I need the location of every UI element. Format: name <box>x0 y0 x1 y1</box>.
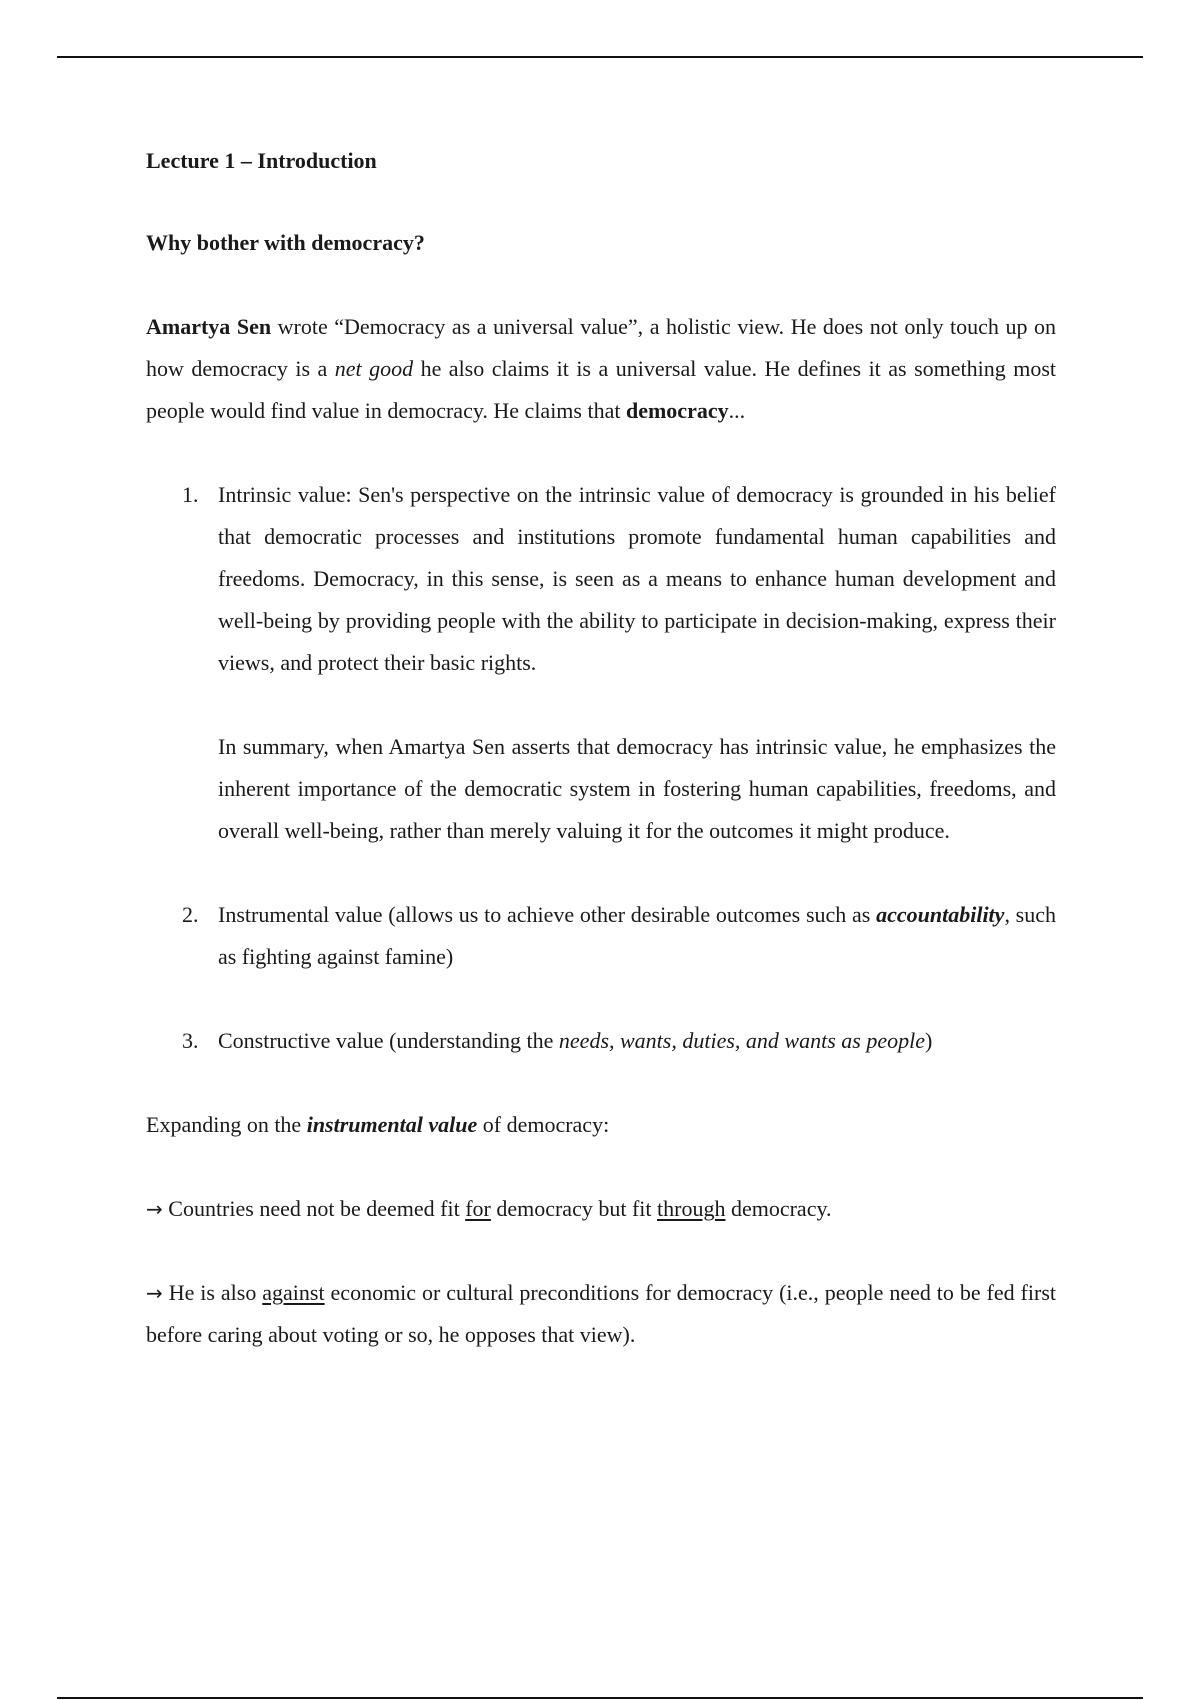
intrinsic-summary: In summary, when Amartya Sen asserts that democracy has intrinsic value, he emphasizes the inherent importance of the democratic system in fostering human capabilities, freedoms, and overall well-being, rather than merely valuing it for the outcomes it might produce. <box>218 734 1056 843</box>
instrumental-value-emphasis: instrumental value <box>306 1112 478 1137</box>
list-number: 1. <box>182 482 199 507</box>
section-heading: Why bother with democracy? <box>146 230 425 255</box>
document-page <box>146 130 1056 1356</box>
intrinsic-value-text: Intrinsic value: Sen's perspective on the intrinsic value of democracy is grounded in his belief that democratic processes and institutions promote fundamental human capabilities and freedoms. Democracy, in this sense, is seen as a means to enhance human development and well-being by providing people with the ability to participate in decision-making, express their views, and protect their basic rights. <box>218 482 1056 675</box>
underline-for: for <box>465 1196 491 1221</box>
accountability-emphasis: accountability <box>876 902 1005 927</box>
header-rule <box>57 56 1143 58</box>
author-name: Amartya Sen <box>146 314 272 339</box>
list-number: 2. <box>182 902 199 927</box>
expanding-paragraph: Expanding on the instrumental value of democracy: <box>146 1112 610 1137</box>
list-item-constructive: 3. Constructive value (understanding the needs, wants, duties, and wants as people) <box>146 1020 1056 1062</box>
footer-rule <box>57 1697 1143 1699</box>
needs-emphasis: needs, wants, duties, and wants as people <box>558 1028 925 1053</box>
underline-against: against <box>262 1280 325 1305</box>
arrow-icon: → <box>146 1281 163 1305</box>
arrow-point-1: → Countries need not be deemed fit for democracy but fit through democracy. <box>146 1196 832 1221</box>
list-item-intrinsic <box>146 474 1056 852</box>
democracy-emphasis: democracy <box>625 398 729 423</box>
net-good-emphasis: net good <box>334 356 414 381</box>
underline-through: through <box>657 1196 726 1221</box>
values-list <box>146 474 1056 1062</box>
lecture-title: Lecture 1 – Introduction <box>146 148 377 173</box>
arrow-point-2: → He is also against economic or cultural preconditions for democracy (i.e., people need to be fed first before caring about voting or so, he opposes that view). <box>146 1280 1056 1347</box>
arrow-icon: → <box>146 1197 163 1221</box>
intro-paragraph: Amartya Sen wrote “Democracy as a universal value”, a holistic view. He does not only touch up on how democracy is a net good he also claims it is a universal value. He defines it as something most people would find value in democracy. He claims that democracy... <box>146 314 1056 423</box>
list-number: 3. <box>182 1028 199 1053</box>
list-item-instrumental: 2. Instrumental value (allows us to achieve other desirable outcomes such as accountability, such as fighting against famine) <box>146 894 1056 978</box>
